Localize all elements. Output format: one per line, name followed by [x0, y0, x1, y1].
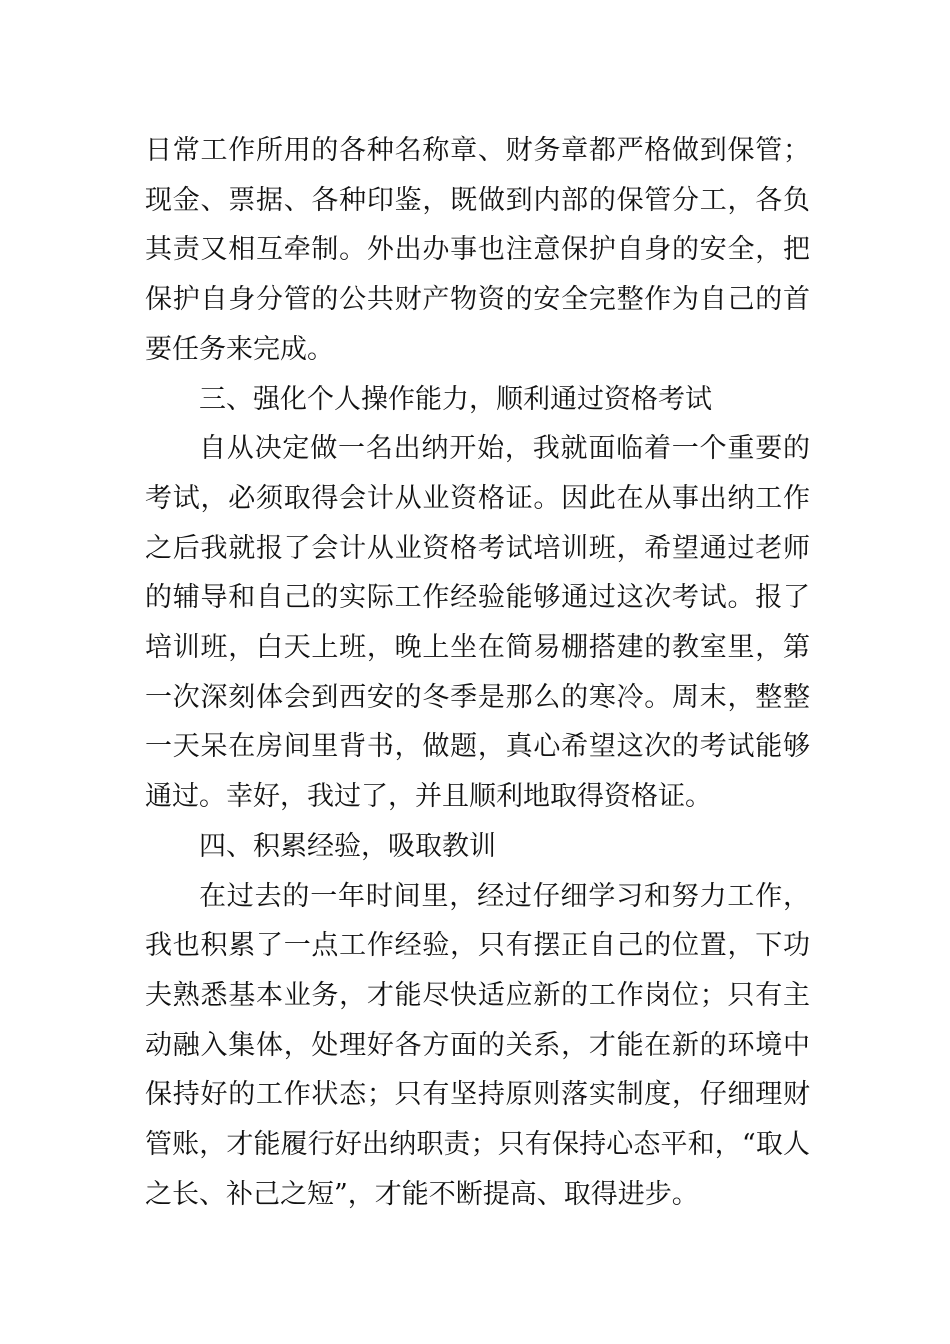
paragraph-experience: 在过去的一年时间里，经过仔细学习和努力工作，我也积累了一点工作经验，只有摆正自己的位置，下功夫熟悉基本业务，才能尽快适应新的工作岗位；只有主动融入集体，处理好各方面的关系，才能在新的环境中保持好的工作状态；只有坚持原则落实制度，仔细理财管账，才能履行好出纳职责；只有保持心态平和，“取人之长、补己之短”，才能不断提高、取得进步。	[145, 880, 810, 1210]
document-body	[145, 126, 810, 1219]
section-heading-four: 四、积累经验，吸取教训	[199, 830, 496, 862]
paragraph-exam: 自从决定做一名出纳开始，我就面临着一个重要的考试，必须取得会计从业资格证。因此在从事出纳工作之后我就报了会计从业资格考试培训班，希望通过老师的辅导和自己的实际工作经验能够通过这次考试。报了培训班，白天上班，晚上坐在简易棚搭建的教室里，第一次深刻体会到西安的冬季是那么的寒冷。周末，整整一天呆在房间里背书，做题，真心希望这次的考试能够通过。幸好，我过了，并且顺利地取得资格证。	[145, 433, 810, 813]
paragraph-custody: 日常工作所用的各种名称章、财务章都严格做到保管；现金、票据、各种印鉴，既做到内部的保管分工，各负其责又相互牵制。外出办事也注意保护自身的安全，把保护自身分管的公共财产物资的安全完整作为自己的首要任务来完成。	[145, 135, 810, 365]
section-heading-three: 三、强化个人操作能力，顺利通过资格考试	[199, 383, 712, 415]
